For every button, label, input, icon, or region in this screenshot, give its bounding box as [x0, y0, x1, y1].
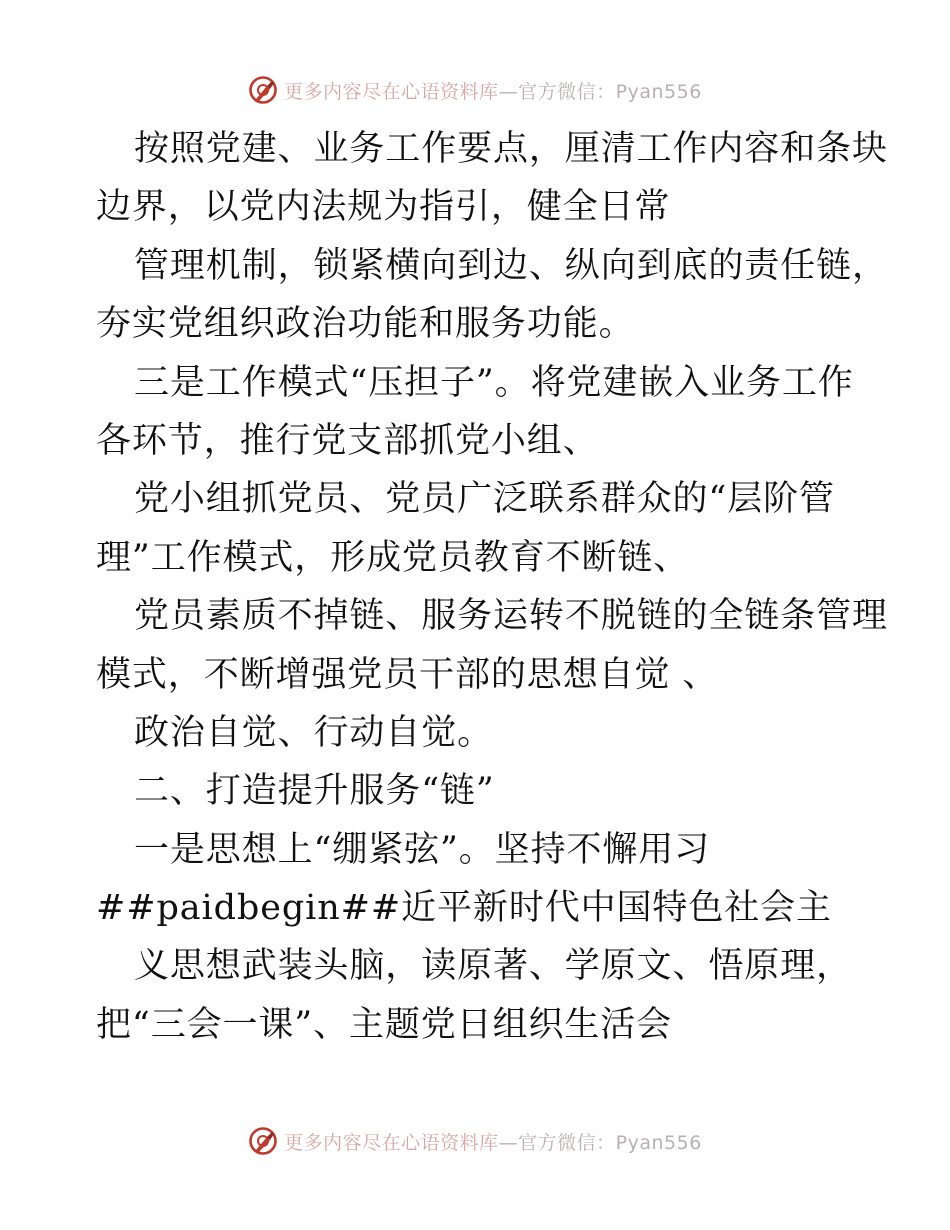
text-line: 义思想武装头脑，读原著、学原文、悟原理，: [134, 946, 853, 987]
text-line: ##paidbegin##近平新时代中国特色社会主: [96, 888, 832, 929]
text-line: 模式，不断增强党员干部的思想自觉 、: [96, 654, 719, 695]
text-line: 三是工作模式“压担子”。将党建嵌入业务工作: [134, 362, 854, 403]
text-line: 夯实党组织政治功能和服务功能。: [96, 304, 635, 345]
text-line: 按照党建、业务工作要点，厘清工作内容和条块: [134, 129, 888, 169]
watermark-text: [284, 77, 702, 104]
text-line: 边界，以党内法规为指引，健全日常: [96, 187, 671, 228]
watermark-brand: 更多内容尽在心语资料库: [284, 80, 499, 103]
text-line: 管理机制，锁紧横向到边、纵向到底的责任链，: [134, 245, 888, 286]
text-line: 党小组抓党员、党员广泛联系群众的“层阶管: [134, 479, 835, 520]
text-line: 把“三会一课”、主题党日组织生活会: [96, 1004, 673, 1045]
text-line: 各环节，推行党支部抓党小组、: [96, 420, 599, 461]
text-line: 党员素质不掉链、服务运转不脱链的全链条管理: [134, 596, 888, 637]
watermark-brand: 更多内容尽在心语资料库: [284, 1131, 499, 1154]
watermark-text: [284, 1128, 702, 1155]
watermark-contact: —官方微信：Pyan556: [498, 1131, 702, 1154]
pen-logo-icon: [248, 1126, 278, 1156]
text-line: 理”工作模式，形成党员教育不断链、: [96, 537, 690, 578]
watermark-contact: —官方微信：Pyan556: [498, 80, 702, 103]
watermark-header: [0, 72, 950, 108]
document-body: [96, 120, 888, 1054]
pen-logo-icon: [248, 75, 278, 105]
text-line: 政治自觉、行动自觉。: [134, 712, 494, 753]
text-line: 一是思想上“绷紧弦”。坚持不懈用习: [134, 829, 711, 870]
text-line: 二、打造提升服务“链”: [134, 771, 495, 812]
watermark-footer: [0, 1123, 950, 1159]
